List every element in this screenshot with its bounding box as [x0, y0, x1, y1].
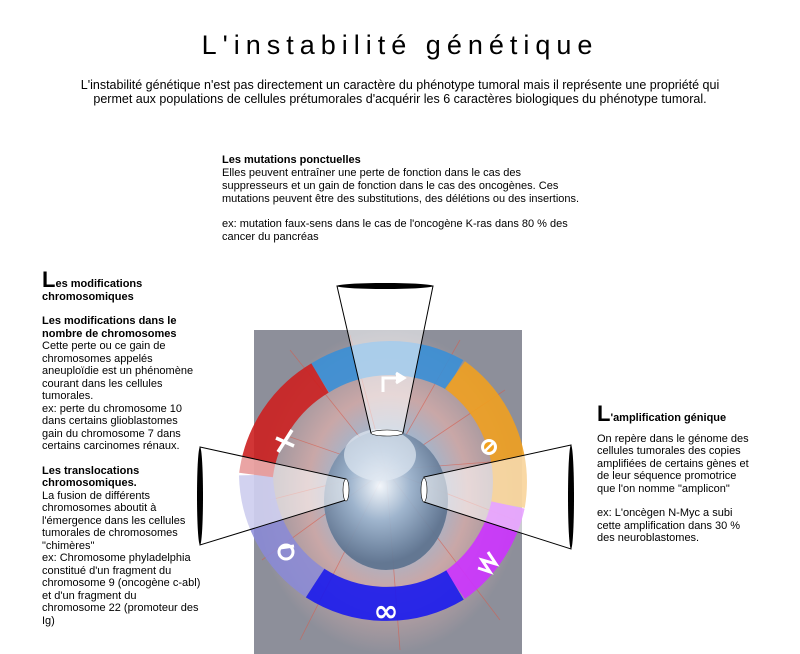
point-mutations-body: Elles peuvent entraîner une perte de fonction dans le cas des suppresseurs et un gain de fonction dans le cas des oncogènes. Ces mutations peuvent être des substitutions, des délétions ou des insertions.: [222, 167, 580, 205]
modifications-heading-line2: chromosomiques: [42, 290, 134, 303]
amplification-heading-initial: L: [597, 401, 611, 426]
amplification-example: ex: L'oncègen N-Myc a subi cette amplification dans 30 % des neuroblastomes.: [597, 507, 741, 544]
page-title: L'instabilité génétique: [201, 30, 599, 60]
point-mutations-heading: Les mutations ponctuelles: [222, 154, 361, 166]
point-mutations-section: [222, 154, 582, 244]
chromosome-number-body: Cette perte ou ce gain de chromosomes appelés aneuploïdie est un phénomène courant dans les cellules tumorales. ex: perte du chromosome 10 dans certains glioblastomes gain du chromosome 7 dans certains carcinomes rénaux.: [42, 340, 194, 452]
translocations-heading: Les translocations chromosomiques.: [42, 464, 140, 489]
gene-amplification-section: [597, 401, 757, 545]
amplification-heading-rest: 'amplification génique: [610, 412, 727, 424]
funnel-right-rim: [568, 445, 574, 549]
modifications-heading-initial: L: [42, 267, 56, 292]
chromosome-number-heading: Les modifications dans le nombre de chromosomes: [42, 315, 177, 340]
infinity-icon: ∞: [373, 594, 399, 629]
amplification-body: On repère dans le génome des cellules tumorales des copies amplifiées de certains gènes et de leur séquence promotrice que l'on nomme "amplicon": [597, 432, 749, 495]
translocations-body: La fusion de différents chromosomes aboutit à l'émergence dans les cellules tumorales de chromosomes "chimères" ex: Chromosome phyladelphia constitué d'un fragment du chromosome 9 (oncogène c-abl) et d'un fragment du chromosome 22 (promoteur des Ig): [42, 489, 201, 627]
chromosomal-modifications-section: [42, 267, 202, 627]
modifications-heading-rest: es modifications: [55, 278, 143, 290]
no-sign-icon: [481, 439, 497, 455]
intro-text: L'instabilité génétique n'est pas directement un caractère du phénotype tumoral mais il représente une propriété qui permet aux populations de cellules prétumorales d'acquérir les 6 caractères biologiques du phénotype tumoral.: [80, 78, 720, 106]
point-mutations-example: ex: mutation faux-sens dans le cas de l'oncogène K-ras dans 80 % des cancer du pancréas: [222, 218, 568, 243]
funnel-top-rim: [337, 283, 433, 289]
